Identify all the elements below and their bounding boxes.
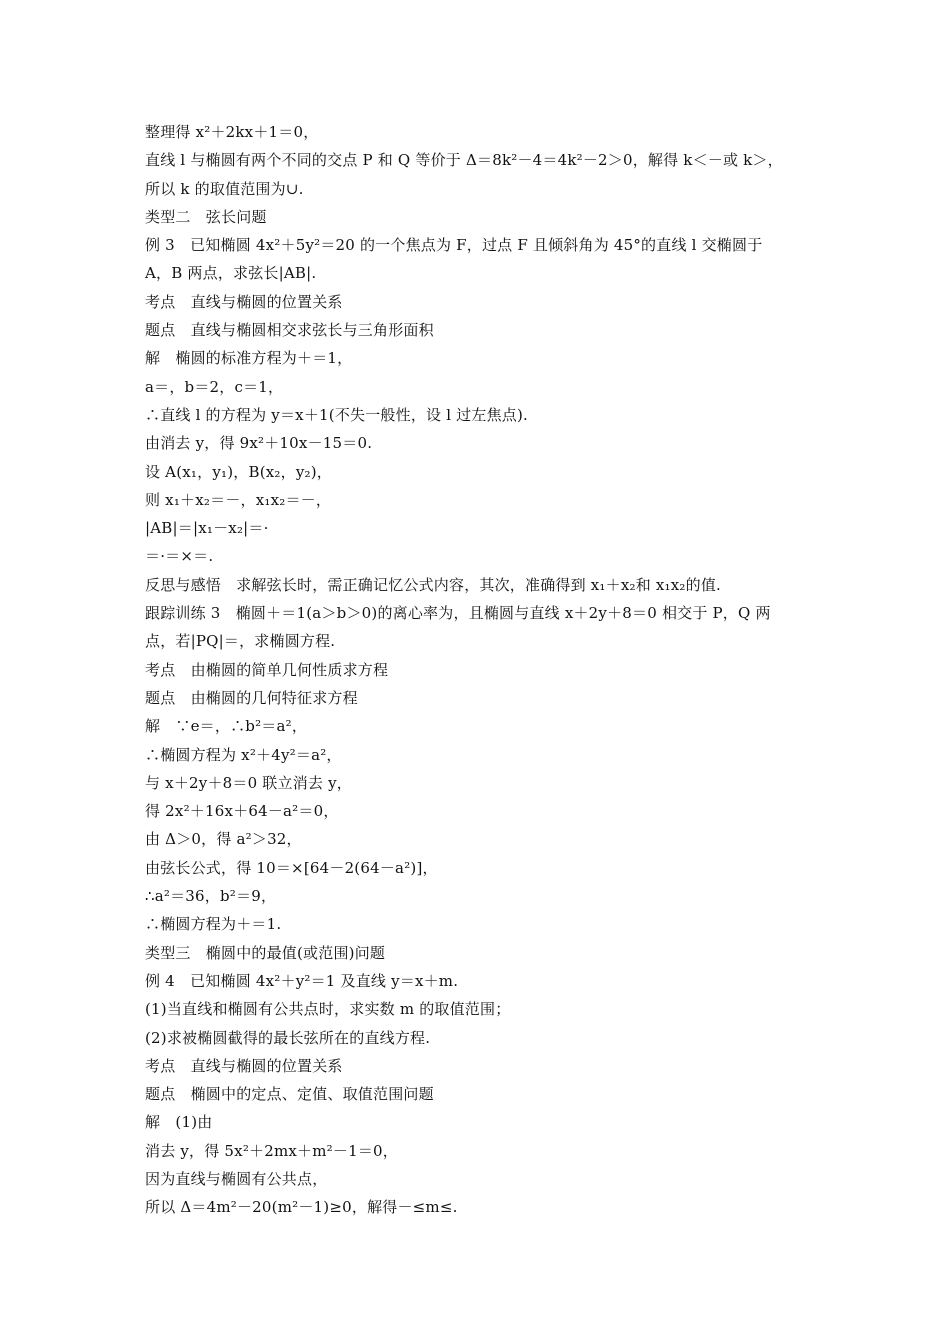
text-line: 则 x₁＋x₂＝－，x₁x₂＝－， [145,490,332,509]
text-line: 例 4 已知椭圆 4x²＋y²＝1 及直线 y＝x＋m. [145,971,459,990]
text-line: 所以 Δ＝4m²－20(m²－1)≥0，解得－≤m≤. [145,1198,458,1217]
text-line: (1)当直线和椭圆有公共点时，求实数 m 的取值范围； [145,1000,511,1019]
text-line: 设 A(x₁，y₁)，B(x₂，y₂)， [145,462,332,481]
document-body [145,118,815,1222]
text-line: 题点 椭圆中的定点、定值、取值范围问题 [145,1085,434,1104]
text-line: 反思与感悟 求解弦长时，需正确记忆公式内容，其次，准确得到 x₁＋x₂和 x₁x₂的值. [145,575,721,594]
text-line: ∴a²＝36，b²＝9， [145,887,277,906]
text-line: ＝·＝×＝. [145,547,214,566]
text-line: 消去 y，得 5x²＋2mx＋m²－1＝0， [145,1141,398,1160]
text-line: ∴直线 l 的方程为 y＝x＋1(不失一般性，设 l 过左焦点). [145,405,528,424]
text-line: 题点 由椭圆的几何特征求方程 [145,688,358,707]
text-line: 因为直线与椭圆有公共点， [145,1169,328,1188]
text-line: 解 ∵e＝，∴b²＝a²， [145,717,308,736]
text-line: 所以 k 的取值范围为∪. [145,179,304,198]
section-heading: 类型二 弦长问题 [145,207,267,226]
text-line: 考点 由椭圆的简单几何性质求方程 [145,660,389,679]
text-line: 得 2x²＋16x＋64－a²＝0， [145,802,339,821]
text-line: 由 Δ＞0，得 a²＞32， [145,830,302,849]
text-line: 直线 l 与椭圆有两个不同的交点 P 和 Q 等价于 Δ＝8k²－4＝4k²－2＞0，解得 k＜－或 k＞， [145,151,783,170]
text-line: 整理得 x²＋2kx＋1＝0， [145,123,319,141]
text-line: 跟踪训练 3 椭圆＋＝1(a＞b＞0)的离心率为，且椭圆与直线 x＋2y＋8＝0 相交于 P，Q 两 [145,604,771,623]
text-line: A，B 两点，求弦长|AB|. [145,264,317,283]
text-line: ∴椭圆方程为＋＝1. [145,915,282,934]
text-line: |AB|＝|x₁－x₂|＝· [145,519,269,538]
text-line: 由消去 y，得 9x²＋10x－15＝0. [145,434,373,453]
text-line: 题点 直线与椭圆相交求弦长与三角形面积 [145,321,434,340]
text-line: 解 椭圆的标准方程为＋＝1， [145,349,353,368]
text-line: 点，若|PQ|＝，求椭圆方程. [145,632,336,651]
text-line: 与 x＋2y＋8＝0 联立消去 y， [145,773,352,792]
text-line: ∴椭圆方程为 x²＋4y²＝a²， [145,745,342,764]
text-line: a＝，b＝2，c＝1， [145,377,284,396]
text-line: 例 3 已知椭圆 4x²＋5y²＝20 的一个焦点为 F，过点 F 且倾斜角为 45°的直线 l 交椭圆于 [145,236,763,255]
text-line: 由弦长公式，得 10＝×[64－2(64－a²)]， [145,858,438,877]
text-line: 考点 直线与椭圆的位置关系 [145,1056,343,1075]
text-line: 考点 直线与椭圆的位置关系 [145,292,343,311]
text-line: (2)求被椭圆截得的最长弦所在的直线方程. [145,1028,431,1047]
text-line: 解 (1)由 [145,1113,213,1132]
section-heading: 类型三 椭圆中的最值(或范围)问题 [145,943,386,962]
